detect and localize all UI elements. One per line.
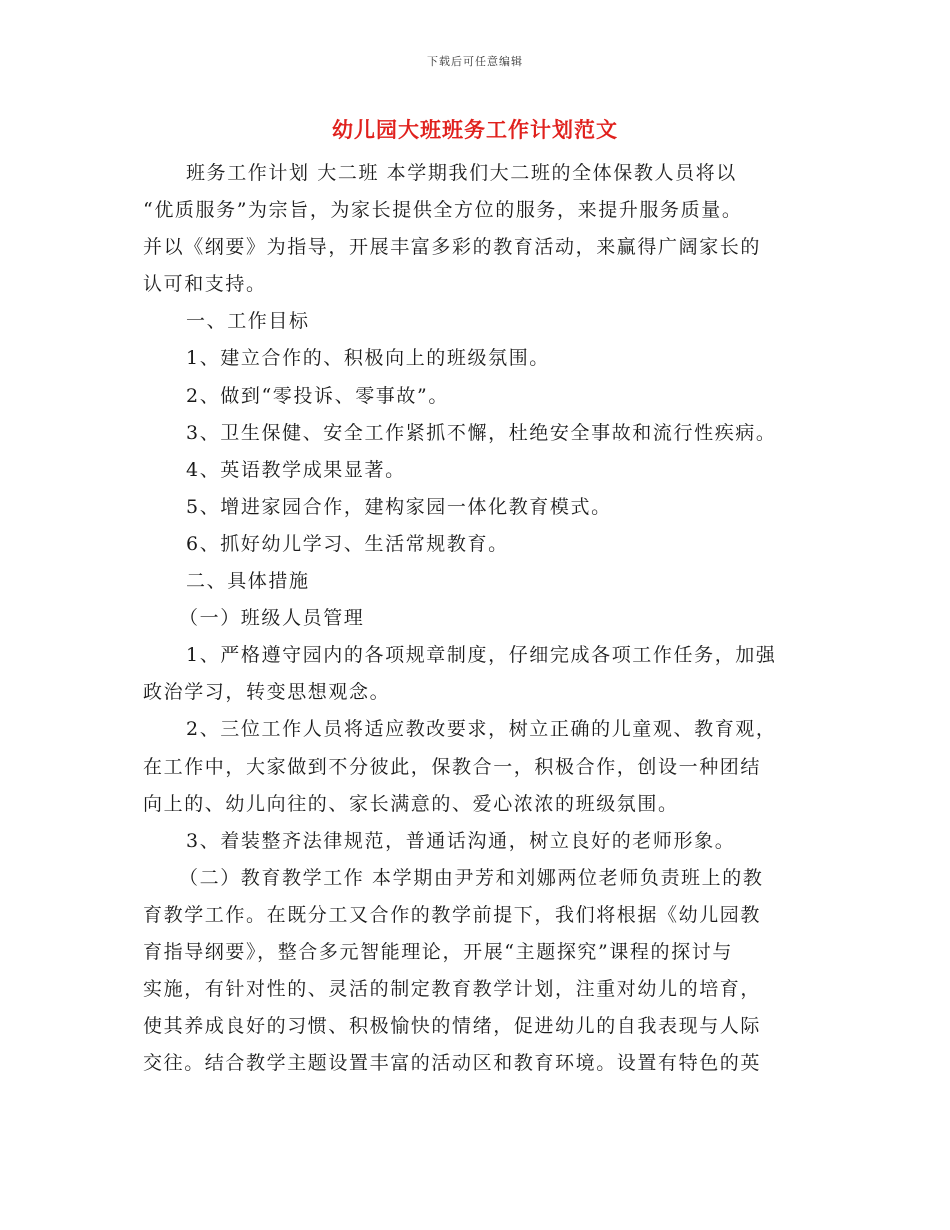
goal-item: 6、抓好幼儿学习、生活常规教育。 xyxy=(186,532,509,555)
paragraph-line: 向上的、幼儿向往的、家长满意的、爱心浓浓的班级氛围。 xyxy=(143,792,679,815)
paragraph-line: 2、三位工作人员将适应教改要求，树立正确的儿童观、教育观， xyxy=(186,718,777,741)
paragraph-line: 政治学习，转变思想观念。 xyxy=(143,681,391,704)
paragraph-line: 在工作中，大家做到不分彼此，保教合一，积极合作，创设一种团结 xyxy=(143,755,762,778)
paragraph-line: 交往。结合教学主题设置丰富的活动区和教育环境。设置有特色的英 xyxy=(143,1052,762,1075)
paragraph-line: 育指导纲要》，整合多元智能理论，开展“主题探究”课程的探讨与 xyxy=(143,940,733,963)
paragraph-line: 认可和支持。 xyxy=(143,273,267,296)
goal-item: 2、做到“零投诉、零事故”。 xyxy=(186,384,449,407)
paragraph-line: 育教学工作。在既分工又合作的教学前提下，我们将根据《幼儿园教 xyxy=(143,903,762,926)
paragraph-line: 使其养成良好的习惯、积极愉快的情绪，促进幼儿的自我表现与人际 xyxy=(143,1015,762,1038)
paragraph-line: 实施，有针对性的、灵活的制定教育教学计划，注重对幼儿的培育， xyxy=(143,978,762,1001)
subsection-heading: （二）教育教学工作 本学期由尹芳和刘娜两位老师负责班上的教 xyxy=(179,866,764,889)
goal-item: 3、卫生保健、安全工作紧抓不懈，杜绝安全事故和流行性疾病。 xyxy=(186,421,777,444)
document-body xyxy=(143,155,811,1082)
goal-item: 5、增进家园合作，建构家园一体化教育模式。 xyxy=(186,495,612,518)
paragraph-line: 1、严格遵守园内的各项规章制度，仔细完成各项工作任务，加强 xyxy=(186,644,777,667)
paragraph-line: 3、着装整齐法律规范，普通话沟通，树立良好的老师形象。 xyxy=(186,829,736,852)
subsection-heading: （一）班级人员管理 xyxy=(179,607,365,630)
page-header-note: 下载后可任意编辑 xyxy=(427,55,523,68)
paragraph-line: “优质服务”为宗旨，为家长提供全方位的服务，来提升服务质量。 xyxy=(143,199,743,222)
section-heading: 一、工作目标 xyxy=(186,310,310,333)
paragraph-line: 并以《纲要》为指导，开展丰富多彩的教育活动，来赢得广阔家长的 xyxy=(143,236,762,259)
goal-item: 4、英语教学成果显著。 xyxy=(186,458,406,481)
paragraph-line: 班务工作计划 大二班 本学期我们大二班的全体保教人员将以 xyxy=(186,162,737,184)
document-title: 幼儿园大班班务工作计划范文 xyxy=(332,117,618,142)
goal-item: 1、建立合作的、积极向上的班级氛围。 xyxy=(186,347,550,370)
section-heading: 二、具体措施 xyxy=(186,570,310,593)
